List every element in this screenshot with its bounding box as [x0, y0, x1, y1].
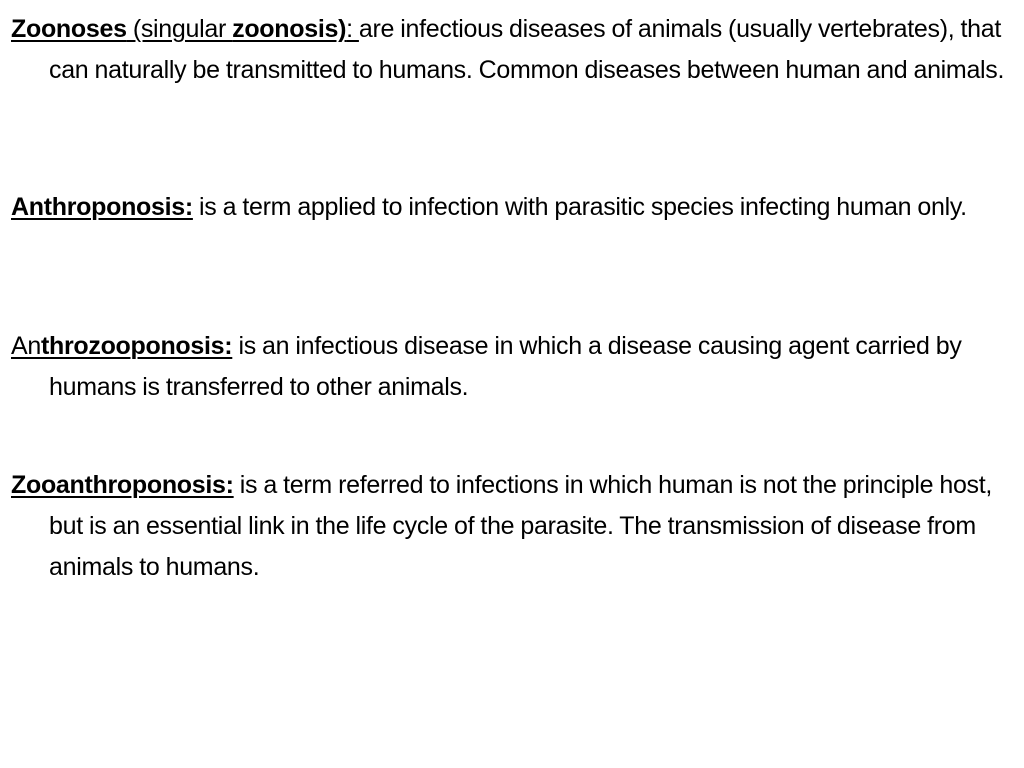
definition-anthrozooponosis — [11, 326, 1010, 408]
definition-body-zooanthroponosis: is a term referred to infections in which human is not the principle host, but is an essential link in the life cycle of the parasite. The transmission of disease from animals to humans. — [49, 471, 993, 581]
term-singular-prefix: (singular — [126, 15, 233, 43]
definition-body-zoonoses: are infectious diseases of animals (usually vertebrates), that can naturally be transmitted to humans. Common diseases between human and animals. — [49, 15, 1005, 84]
definition-body-anthrozooponosis: is an infectious disease in which a disease causing agent carried by humans is transferred to other animals. — [49, 332, 962, 401]
term-anthrozooponosis-prefix: An — [11, 332, 41, 360]
term-colon: : — [346, 15, 359, 43]
term-zoonosis: zoonosis) — [232, 15, 347, 43]
term-zooanthroponosis: Zooanthroponosis: — [11, 471, 234, 499]
definition-anthroponosis — [11, 187, 1010, 228]
definition-zooanthroponosis — [11, 465, 1010, 588]
term-anthroponosis: Anthroponosis: — [11, 193, 193, 221]
term-zoonoses: Zoonoses — [11, 15, 127, 43]
definition-body-anthroponosis: is a term applied to infection with parasitic species infecting human only. — [192, 193, 967, 221]
term-anthrozooponosis: throzooponosis: — [40, 332, 233, 360]
definition-zoonoses — [11, 9, 1010, 91]
